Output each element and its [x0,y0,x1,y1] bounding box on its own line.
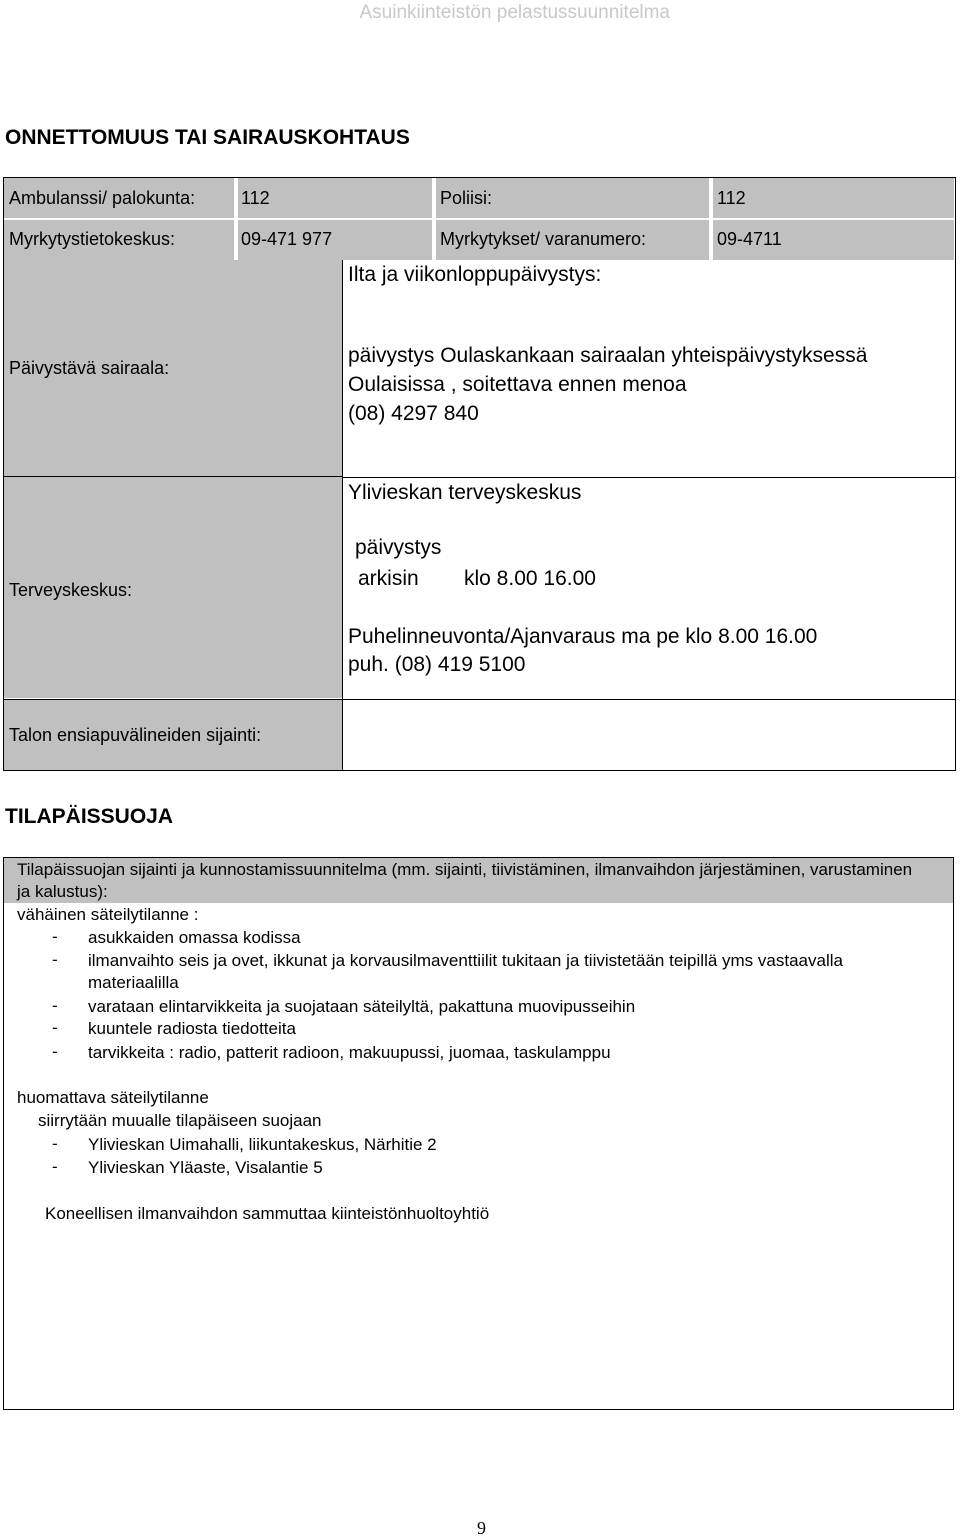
minor-item-1: asukkaiden omassa kodissa [88,928,301,947]
left-column-background [4,260,342,698]
hospital-line-1: päivystys Oulaskankaan sairaalan yhteispäivystyksessä [348,344,868,367]
section-title-accident: ONNETTOMUUS TAI SAIRAUSKOHTAUS [5,126,410,149]
major-item-1: Ylivieskan Uimahalli, liikuntakeskus, Närhitie 2 [88,1135,437,1154]
major-radiation-subtitle: siirrytään muualle tilapäiseen suojaan [38,1111,322,1130]
health-center-name: Ylivieskan terveyskeskus [348,481,582,504]
hospital-line-3: (08) 4297 840 [348,402,479,425]
health-center-hours: klo 8.00 16.00 [464,567,596,590]
hospital-label: Päivystävä sairaala: [9,358,170,378]
section-title-shelter: TILAPÄISSUOJA [5,805,174,828]
poison-alt-label: Myrkytykset/ varanumero: [440,229,647,249]
running-header: Asuinkiinteistön pelastussuunnitelma [359,2,670,23]
health-center-phone: puh. (08) 419 5100 [348,653,526,676]
hospital-header: Ilta ja viikonloppupäivystys: [348,263,602,286]
health-center-weekdays: arkisin [358,567,419,590]
minor-item-2: ilmanvaihto seis ja ovet, ikkunat ja korvausilmaventtiilit tukitaan ja tiivistetään teipillä yms vastaavalla materiaalilla [88,951,843,992]
health-center-phone-service: Puhelinneuvonta/Ajanvaraus ma pe klo 8.00 16.00 [348,625,818,648]
minor-item-5: tarvikkeita : radio, patterit radioon, makuupussi, juomaa, taskulamppu [88,1043,611,1062]
ambulance-number: 112 [241,188,270,208]
ventilation-note: Koneellisen ilmanvaihdon sammuttaa kiinteistönhuoltoyhtiö [45,1204,490,1223]
firstaid-location-label: Talon ensiapuvälineiden sijainti: [9,725,262,745]
health-center-label: Terveyskeskus: [9,580,133,600]
minor-item-4: kuuntele radiosta tiedotteita [88,1019,296,1038]
poison-center-label: Myrkytystietokeskus: [9,229,176,249]
page-number: 9 [477,1518,486,1538]
ambulance-label: Ambulanssi/ palokunta: [9,188,196,208]
minor-radiation-title: vähäinen säteilytilanne : [17,905,199,924]
major-item-2: Ylivieskan Yläaste, Visalantie 5 [88,1158,323,1177]
shelter-header-text: Tilapäissuojan sijainti ja kunnostamissuunnitelma (mm. sijainti, tiivistäminen, ilmanvaihdon järjestäminen, varustaminen ja kalustus): [17,860,913,901]
police-label: Poliisi: [440,188,493,208]
hospital-line-2: Oulaisissa , soitettava ennen menoa [348,373,687,396]
poison-alt-number: 09-4711 [717,229,782,249]
major-radiation-title: huomattava säteilytilanne [17,1088,209,1107]
minor-item-3: varataan elintarvikkeita ja suojataan säteilyltä, pakattuna muovipusseihin [88,997,636,1016]
police-number: 112 [717,188,746,208]
health-center-duty: päivystys [355,536,442,559]
poison-center-number: 09-471 977 [241,229,333,249]
